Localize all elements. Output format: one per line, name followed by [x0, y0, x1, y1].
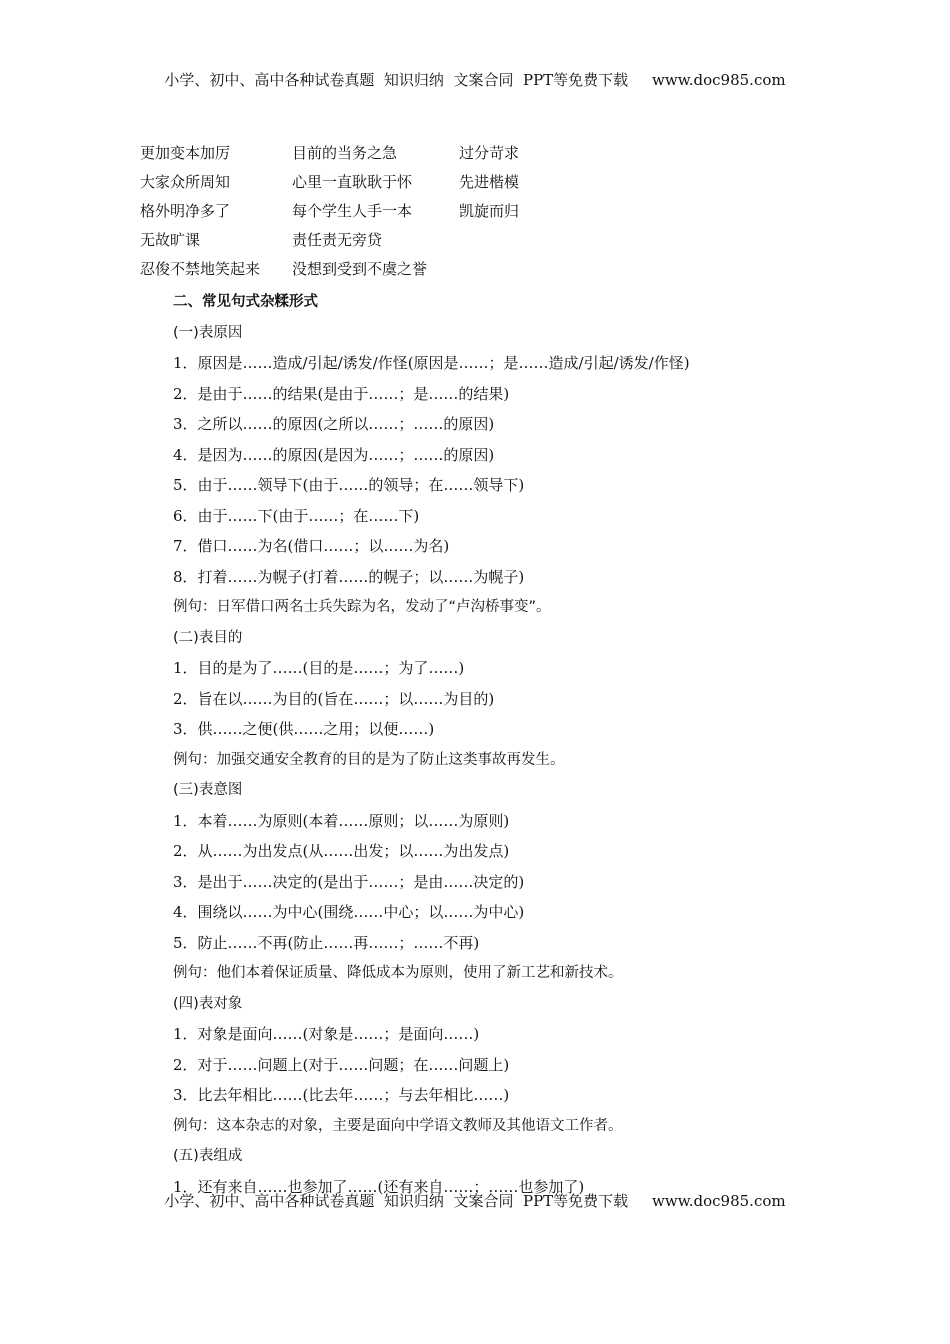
pattern-item: 3．是出于……决定的(是出于……；是由……决定的) [173, 872, 525, 891]
subsection-title: (一)表原因 [173, 324, 243, 341]
word-item: 责任责无旁贷 [292, 231, 383, 249]
word-item: 先进楷模 [459, 173, 520, 191]
word-item: 忍俊不禁地笑起来 [140, 260, 261, 278]
pattern-item: 7．借口……为名(借口……；以……为名) [173, 537, 450, 555]
example-sentence: 例句：日军借口两名士兵失踪为名，发动了“卢沟桥事变”。 [173, 599, 551, 615]
word-row [140, 258, 840, 287]
pattern-item: 2．旨在以……为目的(旨在……；以……为目的) [173, 689, 495, 708]
pattern-item: 1．目的是为了……(目的是……；为了……) [173, 659, 465, 677]
pattern-item: 5．防止……不再(防止……再……；……不再) [173, 933, 480, 952]
pattern-item: 4．围绕以……为中心(围绕……中心；以……为中心) [173, 903, 525, 921]
pattern-item: 5．由于……领导下(由于……的领导；在……领导下) [173, 476, 525, 494]
pattern-item: 2．从……为出发点(从……出发；以……为出发点) [173, 842, 510, 860]
pattern-item: 1．本着……为原则(本着……原则；以……为原则) [173, 811, 510, 830]
page-header: 小学、初中、高中各种试卷真题 知识归纳 文案合同 PPT等免费下载 www.doc985.com [164, 71, 786, 89]
pattern-item: 3．供……之便(供……之用；以便……) [173, 720, 435, 738]
word-item: 大家众所周知 [140, 173, 231, 191]
example-sentence: 例句：他们本着保证质量、降低成本为原则，使用了新工艺和新技术。 [173, 965, 623, 981]
page-footer: 小学、初中、高中各种试卷真题 知识归纳 文案合同 PPT等免费下载 www.doc985.com [164, 1192, 786, 1210]
word-item: 格外明净多了 [140, 202, 231, 220]
subsection-title: (四)表对象 [173, 995, 243, 1012]
word-item: 过分苛求 [459, 144, 520, 162]
word-row [140, 171, 840, 200]
subsection-title: (三)表意图 [173, 782, 243, 798]
word-list [140, 142, 840, 287]
word-item: 目前的当务之急 [292, 144, 398, 162]
word-item: 无故旷课 [140, 231, 201, 249]
pattern-item: 2．对于……问题上(对于……问题；在……问题上) [173, 1055, 510, 1074]
word-row [140, 142, 840, 171]
example-sentence: 例句：加强交通安全教育的目的是为了防止这类事故再发生。 [173, 751, 565, 768]
word-item: 每个学生人手一本 [292, 202, 413, 220]
pattern-item: 2．是由于……的结果(是由于……；是……的结果) [173, 384, 510, 403]
word-item: 没想到受到不虞之誉 [292, 260, 428, 278]
word-item: 凯旋而归 [459, 202, 520, 220]
word-item: 更加变本加厉 [140, 144, 231, 162]
pattern-item: 1．原因是……造成/引起/诱发/作怪(原因是……；是……造成/引起/诱发/作怪) [173, 354, 690, 372]
pattern-item: 3．之所以……的原因(之所以……；……的原因) [173, 415, 495, 433]
subsection-title: (二)表目的 [173, 629, 243, 646]
pattern-item: 1．对象是面向……(对象是……；是面向……) [173, 1025, 480, 1043]
document-body [140, 142, 840, 1202]
word-item: 心里一直耿耿于怀 [292, 173, 413, 191]
pattern-item: 1．还有来自……也参加了……(还有来自……；……也参加了) [173, 1177, 585, 1196]
example-sentence: 例句：这本杂志的对象，主要是面向中学语文教师及其他语文工作者。 [173, 1117, 623, 1134]
pattern-item: 8．打着……为幌子(打着……的幌子；以……为幌子) [173, 567, 525, 586]
word-row [140, 200, 840, 229]
pattern-item: 3．比去年相比……(比去年……；与去年相比……) [173, 1086, 510, 1104]
pattern-item: 4．是因为……的原因(是因为……；……的原因) [173, 445, 495, 464]
section-title: 二、常见句式杂糅形式 [173, 294, 318, 310]
pattern-item: 6．由于……下(由于……；在……下) [173, 506, 420, 525]
word-row [140, 229, 840, 258]
subsection-title: (五)表组成 [173, 1148, 243, 1164]
